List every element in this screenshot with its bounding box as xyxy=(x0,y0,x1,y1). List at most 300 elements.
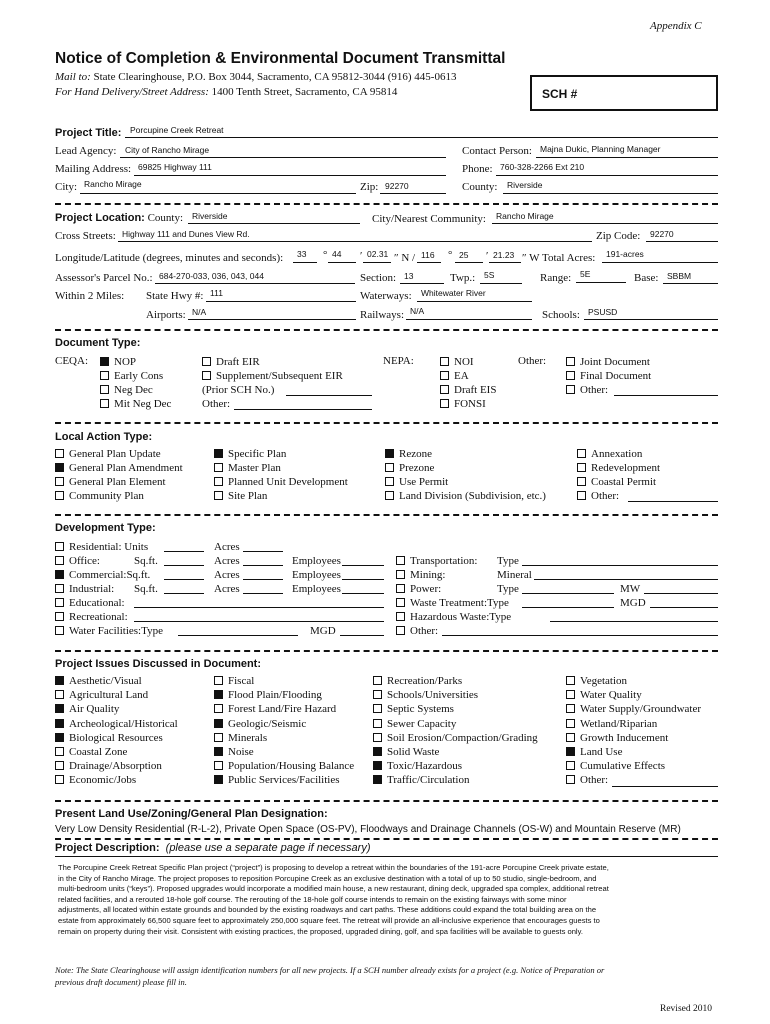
total-acres-value[interactable]: 191-acres xyxy=(606,249,644,259)
footer-note: Note: The State Clearinghouse will assign identification numbers for all new projects. If a SCH number already exists for a project (e.g. Notice of Preparation or previous draft document) please fill in. xyxy=(55,965,605,987)
checkbox-use-permit[interactable] xyxy=(385,477,394,486)
office-checkbox[interactable] xyxy=(55,556,64,565)
local-action-col-4 xyxy=(577,447,660,503)
prior-sch-line[interactable] xyxy=(286,395,372,396)
office-employees-line[interactable] xyxy=(342,565,384,566)
office-acres-line[interactable] xyxy=(243,565,283,566)
option-label: Other: xyxy=(591,490,620,502)
checkbox-soil-erosion-compaction-grading[interactable] xyxy=(373,733,382,742)
checkbox-drainage-absorption[interactable] xyxy=(55,761,64,770)
checkbox-master-plan[interactable] xyxy=(214,463,223,472)
location-county-line xyxy=(188,223,360,224)
option-general-plan-update[interactable] xyxy=(55,447,183,461)
state-hwy-line xyxy=(206,301,356,302)
option-economic-jobs[interactable] xyxy=(55,773,178,787)
option-label: Annexation xyxy=(591,448,643,460)
county-value[interactable]: Riverside xyxy=(507,180,543,190)
option-agricultural-land[interactable] xyxy=(55,688,178,702)
project-location-label: Project Location: County: xyxy=(55,212,184,224)
mailing-address-value[interactable]: 69825 Highway 111 xyxy=(138,162,212,172)
issues-col-2 xyxy=(214,674,354,788)
location-county-value[interactable]: Riverside xyxy=(192,211,228,221)
option-label: Air Quality xyxy=(69,703,120,716)
commercial-acres-line[interactable] xyxy=(243,579,283,580)
option-label: Fiscal xyxy=(228,675,255,687)
checkbox-draft-eir[interactable] xyxy=(202,357,211,366)
option-final-document[interactable] xyxy=(566,369,651,383)
contact-person-value[interactable]: Majna Dukic, Planning Manager xyxy=(540,144,661,154)
option-septic-systems[interactable] xyxy=(373,702,538,716)
range-value[interactable]: 5E xyxy=(580,269,591,279)
checkbox-general-plan-update[interactable] xyxy=(55,449,64,458)
waste-mgd-label: MGD xyxy=(620,597,646,609)
option-label: Prezone xyxy=(399,462,435,474)
option-prezone[interactable] xyxy=(385,461,546,475)
project-title-line xyxy=(125,137,718,138)
section-divider xyxy=(55,514,718,516)
checkbox-population-housing-balance[interactable] xyxy=(214,761,223,770)
option-wetland-riparian[interactable] xyxy=(566,717,701,731)
schools-label: Schools: xyxy=(542,309,580,321)
option-general-plan-element[interactable] xyxy=(55,475,183,489)
option-rezone[interactable] xyxy=(385,447,546,461)
option-air-quality[interactable] xyxy=(55,702,178,716)
issues-col-1 xyxy=(55,674,178,788)
checkbox-joint-document[interactable] xyxy=(566,357,575,366)
phone-value[interactable]: 760-328-2266 Ext 210 xyxy=(500,162,585,172)
option-master-plan[interactable] xyxy=(214,461,348,475)
airports-label: Airports: xyxy=(146,309,186,321)
option-label: Other: xyxy=(580,774,609,787)
option-label: Joint Document xyxy=(580,356,650,368)
lon-degrees[interactable]: 116 xyxy=(421,250,435,260)
checkbox-annexation[interactable] xyxy=(577,449,586,458)
minute-symbol-2: ′ xyxy=(486,250,489,262)
transportation-type-line[interactable] xyxy=(522,565,718,566)
water-mgd-label: MGD xyxy=(310,625,336,637)
option-planned-unit-development[interactable] xyxy=(214,475,348,489)
option-label: NOP xyxy=(114,356,137,368)
option-site-plan[interactable] xyxy=(214,489,348,503)
issues-other-line[interactable] xyxy=(612,786,718,787)
option-community-plan[interactable] xyxy=(55,489,183,503)
option-label: Flood Plain/Flooding xyxy=(228,689,322,702)
option-cumulative-effects[interactable] xyxy=(566,759,701,773)
option-neg-dec[interactable] xyxy=(100,383,171,397)
checkbox-nop[interactable] xyxy=(100,357,109,366)
section-label: Section: xyxy=(360,272,397,284)
project-title-value[interactable]: Porcupine Creek Retreat xyxy=(130,125,224,135)
state-hwy-value[interactable]: 111 xyxy=(210,288,223,298)
checkbox-ea[interactable] xyxy=(440,371,449,380)
industrial-row: Industrial: xyxy=(55,582,114,596)
checkbox-agricultural-land[interactable] xyxy=(55,690,64,699)
checkbox-water-supply-groundwater[interactable] xyxy=(566,704,575,713)
mining-row: Mining: xyxy=(396,568,445,582)
lon-minutes-line xyxy=(455,262,483,263)
mailing-address-line xyxy=(134,175,446,176)
option-label: Mit Neg Dec xyxy=(114,398,172,410)
waterways-value[interactable]: Whitewater River xyxy=(421,288,486,298)
water-facilities-checkbox[interactable] xyxy=(55,626,64,635)
commercial-row: Commercial:Sq.ft. xyxy=(55,568,150,582)
parcel-value[interactable]: 684-270-033, 036, 043, 044 xyxy=(159,271,264,281)
section-divider xyxy=(55,650,718,652)
checkbox-mit-neg-dec[interactable] xyxy=(100,399,109,408)
checkbox-redevelopment[interactable] xyxy=(577,463,586,472)
checkbox-general-plan-element[interactable] xyxy=(55,477,64,486)
prior-sch-label: (Prior SCH No.) xyxy=(202,384,275,396)
lat-seconds-line xyxy=(363,262,391,263)
educational-line[interactable] xyxy=(134,607,384,608)
option-soil-erosion-compaction-grading[interactable] xyxy=(373,731,538,745)
checkbox-public-services-facilities[interactable] xyxy=(214,775,223,784)
checkbox-water-quality[interactable] xyxy=(566,690,575,699)
project-description-heading: Project Description: (please use a separate page if necessary) xyxy=(55,842,371,854)
checkbox-forest-land-fire-hazard[interactable] xyxy=(214,704,223,713)
checkbox-economic-jobs[interactable] xyxy=(55,775,64,784)
option-joint-document[interactable] xyxy=(566,355,651,369)
option-aesthetic-visual[interactable] xyxy=(55,674,178,688)
city-label: City: xyxy=(55,181,78,193)
airports-value[interactable]: N/A xyxy=(192,307,207,317)
office-sqft-label: Sq.ft. xyxy=(134,555,158,567)
recreational-line[interactable] xyxy=(134,621,384,622)
within-2-miles-label: Within 2 Miles: xyxy=(55,290,125,302)
option-label: Site Plan xyxy=(228,490,268,502)
phone-line xyxy=(496,175,718,176)
industrial-employees-label: Employees xyxy=(292,583,341,595)
water-mgd-line[interactable] xyxy=(340,635,384,636)
option-specific-plan[interactable] xyxy=(214,447,348,461)
twp-line xyxy=(480,283,522,284)
checkbox-planned-unit-development[interactable] xyxy=(214,477,223,486)
checkbox-noi[interactable] xyxy=(440,357,449,366)
other-doc-options xyxy=(566,355,651,397)
office-sqft-line[interactable] xyxy=(164,565,204,566)
checkbox-solid-waste[interactable] xyxy=(373,747,382,756)
lat-degrees[interactable]: 33 xyxy=(297,249,307,259)
checkbox-fonsi[interactable] xyxy=(440,399,449,408)
option-nop[interactable] xyxy=(100,355,171,369)
option-vegetation[interactable] xyxy=(566,674,701,688)
recreational-checkbox[interactable] xyxy=(55,612,64,621)
cross-streets-label: Cross Streets: xyxy=(55,230,116,242)
checkbox-fiscal[interactable] xyxy=(214,676,223,685)
educational-row: Educational: xyxy=(55,596,125,610)
power-checkbox[interactable] xyxy=(396,584,405,593)
option-coastal-permit[interactable] xyxy=(577,475,660,489)
hand-delivery-address: 1400 Tenth Street, Sacramento, CA 95814 xyxy=(211,86,398,98)
checkbox-prezone[interactable] xyxy=(385,463,394,472)
industrial-acres-line[interactable] xyxy=(243,593,283,594)
checkbox-general-plan-amendment[interactable] xyxy=(55,463,64,472)
option-label: NOI xyxy=(454,356,474,368)
residential-acres-line[interactable] xyxy=(243,551,283,552)
checkbox-recreation-parks[interactable] xyxy=(373,676,382,685)
issues-col-4 xyxy=(566,674,701,788)
checkbox-traffic-circulation[interactable] xyxy=(373,775,382,784)
west-label: ″ W xyxy=(522,252,540,264)
office-row: Office: xyxy=(55,554,100,568)
option-supplement-subsequent-eir[interactable] xyxy=(202,369,343,383)
section-divider xyxy=(55,800,718,802)
checkbox-site-plan[interactable] xyxy=(214,491,223,500)
option-flood-plain-flooding[interactable] xyxy=(214,688,354,702)
transportation-type-label: Type xyxy=(497,555,519,567)
option-use-permit[interactable] xyxy=(385,475,546,489)
option-growth-inducement[interactable] xyxy=(566,731,701,745)
community-value[interactable]: Rancho Mirage xyxy=(496,211,554,221)
option-biological-resources[interactable] xyxy=(55,731,178,745)
degree-symbol: ° xyxy=(323,249,328,261)
option-noise[interactable] xyxy=(214,745,354,759)
option-label: Growth Inducement xyxy=(580,731,669,744)
commercial-employees-line[interactable] xyxy=(342,579,384,580)
mineral-line[interactable] xyxy=(534,579,718,580)
option-minerals[interactable] xyxy=(214,731,354,745)
north-label: ″ N / xyxy=(394,252,416,264)
ceqa-options xyxy=(100,355,171,411)
lon-degrees-line xyxy=(417,262,441,263)
cross-streets-value[interactable]: Highway 111 and Dunes View Rd. xyxy=(122,229,250,239)
description-line: multi-bedroom units (“keys”). Proposed upgrades would incorporate a modified main house, a new restaurant, dining deck, upgraded spa complex, additional retreat xyxy=(58,884,609,894)
checkbox-biological-resources[interactable] xyxy=(55,733,64,742)
checkbox-septic-systems[interactable] xyxy=(373,704,382,713)
checkbox-coastal-zone[interactable] xyxy=(55,747,64,756)
option-label: Recreation/Parks xyxy=(387,675,463,687)
mineral-label: Mineral xyxy=(497,569,532,581)
checkbox-land-division-subdivision-etc[interactable] xyxy=(385,491,394,500)
checkbox-geologic-seismic[interactable] xyxy=(214,719,223,728)
option-label: Specific Plan xyxy=(228,448,287,460)
range-label: Range: xyxy=(540,272,572,284)
option-water-quality[interactable] xyxy=(566,688,701,702)
dev-other-line[interactable] xyxy=(442,635,718,636)
hazardous-waste-row: Hazardous Waste:Type xyxy=(396,610,511,624)
commercial-checkbox[interactable] xyxy=(55,570,64,579)
checkbox-early-cons[interactable] xyxy=(100,371,109,380)
description-note: (please use a separate page if necessary) xyxy=(165,842,371,854)
base-value[interactable]: SBBM xyxy=(667,271,692,281)
mining-checkbox[interactable] xyxy=(396,570,405,579)
option-label: Noise xyxy=(228,745,254,758)
option-noi[interactable] xyxy=(440,355,496,369)
checkbox-schools-universities[interactable] xyxy=(373,690,382,699)
lat-minutes-line xyxy=(328,262,356,263)
educational-checkbox[interactable] xyxy=(55,598,64,607)
checkbox-wetland-riparian[interactable] xyxy=(566,719,575,728)
checkbox-final-document[interactable] xyxy=(566,371,575,380)
base-line xyxy=(663,283,718,284)
option-forest-land-fire-hazard[interactable] xyxy=(214,702,354,716)
checkbox-other[interactable] xyxy=(566,385,575,394)
option-traffic-circulation[interactable] xyxy=(373,773,538,787)
option-redevelopment[interactable] xyxy=(577,461,660,475)
checkbox-specific-plan[interactable] xyxy=(214,449,223,458)
checkbox-supplement-subsequent-eir[interactable] xyxy=(202,371,211,380)
state-hwy-label: State Hwy #: xyxy=(146,290,204,302)
option-draft-eis[interactable] xyxy=(440,383,496,397)
parcel-label: Assessor's Parcel No.: xyxy=(55,272,153,284)
hazardous-waste-checkbox[interactable] xyxy=(396,612,405,621)
power-row: Power: xyxy=(396,582,441,596)
option-label: Rezone xyxy=(399,448,432,460)
office-employees-label: Employees xyxy=(292,555,341,567)
option-public-services-facilities[interactable] xyxy=(214,773,354,787)
industrial-sqft-label: Sq.ft. xyxy=(134,583,158,595)
residential-checkbox[interactable] xyxy=(55,542,64,551)
lon-minutes[interactable]: 25 xyxy=(459,250,469,260)
checkbox-archeological-historical[interactable] xyxy=(55,719,64,728)
option-label: Planned Unit Development xyxy=(228,476,348,488)
checkbox-aesthetic-visual[interactable] xyxy=(55,676,64,685)
checkbox-other[interactable] xyxy=(577,491,586,500)
checkbox-noise[interactable] xyxy=(214,747,223,756)
railways-value[interactable]: N/A xyxy=(410,306,425,316)
hazardous-type-line[interactable] xyxy=(550,621,718,622)
option-recreation-parks[interactable] xyxy=(373,674,538,688)
commercial-sqft-line[interactable] xyxy=(164,579,204,580)
checkbox-vegetation[interactable] xyxy=(566,676,575,685)
option-label: Solid Waste xyxy=(387,745,440,758)
checkbox-coastal-permit[interactable] xyxy=(577,477,586,486)
dev-other-checkbox[interactable] xyxy=(396,626,405,635)
power-type-line[interactable] xyxy=(522,593,614,594)
ceqa-other-line[interactable] xyxy=(234,409,372,410)
checkbox-land-use[interactable] xyxy=(566,747,575,756)
lead-agency-value[interactable]: City of Rancho Mirage xyxy=(125,145,210,155)
lat-minutes[interactable]: 44 xyxy=(332,249,342,259)
industrial-employees-line[interactable] xyxy=(342,593,384,594)
option-geologic-seismic[interactable] xyxy=(214,717,354,731)
waste-treatment-checkbox[interactable] xyxy=(396,598,405,607)
option-draft-eir[interactable] xyxy=(202,355,343,369)
section-divider xyxy=(55,329,718,331)
range-line xyxy=(576,282,626,283)
option-label: Vegetation xyxy=(580,675,628,687)
option-land-use[interactable] xyxy=(566,745,701,759)
checkbox-sewer-capacity[interactable] xyxy=(373,719,382,728)
option-toxic-hazardous[interactable] xyxy=(373,759,538,773)
lead-agency-label: Lead Agency: xyxy=(55,145,117,157)
industrial-sqft-line[interactable] xyxy=(164,593,204,594)
power-mw-line[interactable] xyxy=(644,593,718,594)
description-line: related facilities, and a rerouted 18-hole golf course. The rerouting of the 18-hole golf course intends to remain on the existing fairways with some minor xyxy=(58,894,567,904)
option-mit-neg-dec[interactable] xyxy=(100,397,171,411)
project-description-text xyxy=(58,863,609,937)
local-action-other-line[interactable] xyxy=(628,501,718,502)
land-use-value: Very Low Density Residential (R-L-2), Private Open Space (OS-PV), Floodways and Drainage Channels (OS-W) and Mountain Reserve (MR) xyxy=(55,824,681,835)
description-line: adjustments, all located within estate grounds and bounded by the existing roadways and cart paths. These additions could expand the total building area on the xyxy=(58,905,597,915)
option-schools-universities[interactable] xyxy=(373,688,538,702)
option-label: Economic/Jobs xyxy=(69,774,137,787)
zip-value[interactable]: 92270 xyxy=(385,181,409,191)
checkbox-draft-eis[interactable] xyxy=(440,385,449,394)
checkbox-cumulative-effects[interactable] xyxy=(566,761,575,770)
option-label: Coastal Permit xyxy=(591,476,657,488)
railways-line xyxy=(406,319,532,320)
option-label: Agricultural Land xyxy=(69,689,149,702)
waste-type-line[interactable] xyxy=(522,607,614,608)
option-label: General Plan Element xyxy=(69,476,166,488)
schools-value[interactable]: PSUSD xyxy=(588,307,618,317)
option-label: Archeological/Historical xyxy=(69,717,178,730)
total-acres-line xyxy=(602,262,718,263)
project-issues-heading: Project Issues Discussed in Document: xyxy=(55,658,262,670)
option-land-division-subdivision-etc[interactable] xyxy=(385,489,546,503)
option-water-supply-groundwater[interactable] xyxy=(566,702,701,716)
city-value[interactable]: Rancho Mirage xyxy=(84,179,142,189)
lon-seconds[interactable]: 21.23 xyxy=(493,250,515,260)
option-population-housing-balance[interactable] xyxy=(214,759,354,773)
option-label: Land Use xyxy=(580,745,623,758)
option-early-cons[interactable] xyxy=(100,369,171,383)
other-doc-line[interactable] xyxy=(614,395,718,396)
twp-value[interactable]: 5S xyxy=(484,270,495,280)
residential-units-line[interactable] xyxy=(164,551,204,552)
zip-code-value[interactable]: 92270 xyxy=(650,229,674,239)
checkbox-rezone[interactable] xyxy=(385,449,394,458)
contact-person-label: Contact Person: xyxy=(462,145,532,157)
industrial-checkbox[interactable] xyxy=(55,584,64,593)
option-fonsi[interactable] xyxy=(440,397,496,411)
option-ea[interactable] xyxy=(440,369,496,383)
checkbox-growth-inducement[interactable] xyxy=(566,733,575,742)
office-acres-label: Acres xyxy=(214,555,240,567)
option-label: Population/Housing Balance xyxy=(228,760,355,773)
local-action-col-3 xyxy=(385,447,546,503)
minute-symbol: ′ xyxy=(360,250,363,262)
industrial-acres-label: Acres xyxy=(214,583,240,595)
transportation-checkbox[interactable] xyxy=(396,556,405,565)
checkbox-community-plan[interactable] xyxy=(55,491,64,500)
water-type-line[interactable] xyxy=(178,635,298,636)
option-label: Schools/Universities xyxy=(387,689,479,702)
option-solid-waste[interactable] xyxy=(373,745,538,759)
option-archeological-historical[interactable] xyxy=(55,717,178,731)
waste-mgd-line[interactable] xyxy=(650,607,718,608)
option-label: Septic Systems xyxy=(387,703,454,716)
option-annexation[interactable] xyxy=(577,447,660,461)
checkbox-toxic-hazardous[interactable] xyxy=(373,761,382,770)
option-sewer-capacity[interactable] xyxy=(373,717,538,731)
checkbox-neg-dec[interactable] xyxy=(100,385,109,394)
sch-number-box[interactable] xyxy=(530,75,718,111)
option-label: EA xyxy=(454,370,469,382)
residential-acres-label: Acres xyxy=(214,541,240,553)
option-label: General Plan Update xyxy=(69,448,161,460)
checkbox-flood-plain-flooding[interactable] xyxy=(214,690,223,699)
option-general-plan-amendment[interactable] xyxy=(55,461,183,475)
lat-seconds[interactable]: 02.31 xyxy=(367,249,389,259)
description-line: The Porcupine Creek Retreat Specific Plan project (“project”) is proposing to develop a retreat within the boundaries of the 191-acre Porcupine Creek private estate, xyxy=(58,863,609,872)
development-type-heading: Development Type: xyxy=(55,522,156,534)
checkbox-other[interactable] xyxy=(566,775,575,784)
checkbox-minerals[interactable] xyxy=(214,733,223,742)
option-coastal-zone[interactable] xyxy=(55,745,178,759)
option-drainage-absorption[interactable] xyxy=(55,759,178,773)
cross-streets-line xyxy=(118,241,592,242)
section-value[interactable]: 13 xyxy=(404,271,414,281)
issues-col-3 xyxy=(373,674,538,788)
zip-line xyxy=(380,193,446,194)
option-label: Water Quality xyxy=(580,689,642,702)
recreational-row: Recreational: xyxy=(55,610,128,624)
checkbox-air-quality[interactable] xyxy=(55,704,64,713)
option-fiscal[interactable] xyxy=(214,674,354,688)
description-line: remain on property during their visit. Consistent with existing practices, the proposed, upgraded dining, golf, and spa facilities will be available to guests only. xyxy=(58,926,583,936)
